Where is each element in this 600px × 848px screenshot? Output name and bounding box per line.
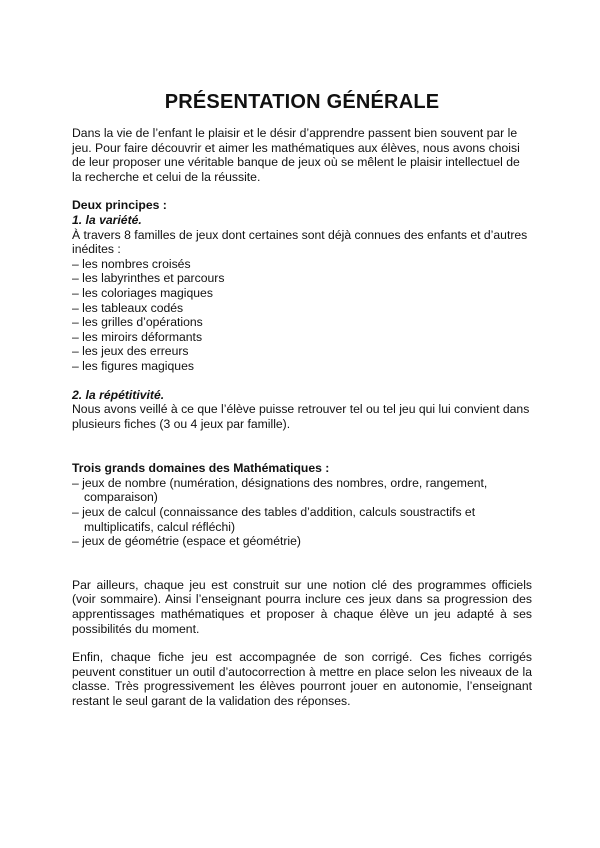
principles-section bbox=[72, 198, 532, 431]
list-item: – les nombres croisés bbox=[72, 256, 191, 271]
correction-paragraph: Enfin, chaque fiche jeu est accompagnée de son corrigé. Ces fiches corrigés peuvent constituer un outil d’autocorrection à mettre en place selon les niveaux de la classe. Très progressivement les élèves pourront jouer en autonomie, l’enseignant restant le seul garant de la validation des réponses. bbox=[72, 650, 532, 708]
list-item: – les grilles d’opérations bbox=[72, 315, 203, 330]
repetition-text: Nous avons veillé à ce que l’élève puisse retrouver tel ou tel jeu qui lui convient dans plusieurs fiches (3 ou 4 jeux par famille). bbox=[72, 402, 530, 431]
game-families-list bbox=[72, 257, 532, 374]
list-item: – jeux de nombre (numération, désignations des nombres, ordre, rangement, comparaison) bbox=[72, 475, 488, 505]
list-item: – les tableaux codés bbox=[72, 300, 184, 315]
repetition-heading: 2. la répétitivité. bbox=[72, 387, 165, 402]
list-item: – les figures magiques bbox=[72, 358, 194, 373]
domains-list bbox=[72, 476, 532, 549]
page-title: PRÉSENTATION GÉNÉRALE bbox=[164, 91, 440, 113]
list-item: – les coloriages magiques bbox=[72, 285, 213, 300]
variety-heading: 1. la variété. bbox=[72, 212, 142, 227]
variety-text: À travers 8 familles de jeux dont certaines sont déjà connues des enfants et d’autres inédites : bbox=[72, 227, 528, 257]
list-item: – les miroirs déformants bbox=[72, 329, 203, 344]
list-item: – les jeux des erreurs bbox=[72, 344, 189, 359]
domains-heading: Trois grands domaines des Mathématiques : bbox=[72, 461, 330, 476]
notion-paragraph: Par ailleurs, chaque jeu est construit sur une notion clé des programmes officiels (voir sommaire). Ainsi l’enseignant pourra inclure ces jeux dans sa progression des apprentissages mathématiques et proposer à chaque élève un jeu adapté à ses possibilités du moment. bbox=[72, 577, 532, 636]
list-item: – jeux de calcul (connaissance des tables d’addition, calculs soustractifs et multiplicatifs, calcul réfléchi) bbox=[72, 505, 476, 534]
intro-paragraph: Dans la vie de l’enfant le plaisir et le désir d’apprendre passent bien souvent par le jeu. Pour faire découvrir et aimer les mathématiques aux élèves, nous avons choisi de leur proposer une véritable banque de jeux où se mêlent le plaisir intellectuel de la recherche et celui de la réussite. bbox=[72, 126, 520, 184]
list-item: – jeux de géométrie (espace et géométrie) bbox=[72, 534, 301, 549]
principles-heading: Deux principes : bbox=[72, 198, 167, 213]
domains-section bbox=[72, 461, 532, 549]
list-item: – les labyrinthes et parcours bbox=[72, 271, 225, 286]
